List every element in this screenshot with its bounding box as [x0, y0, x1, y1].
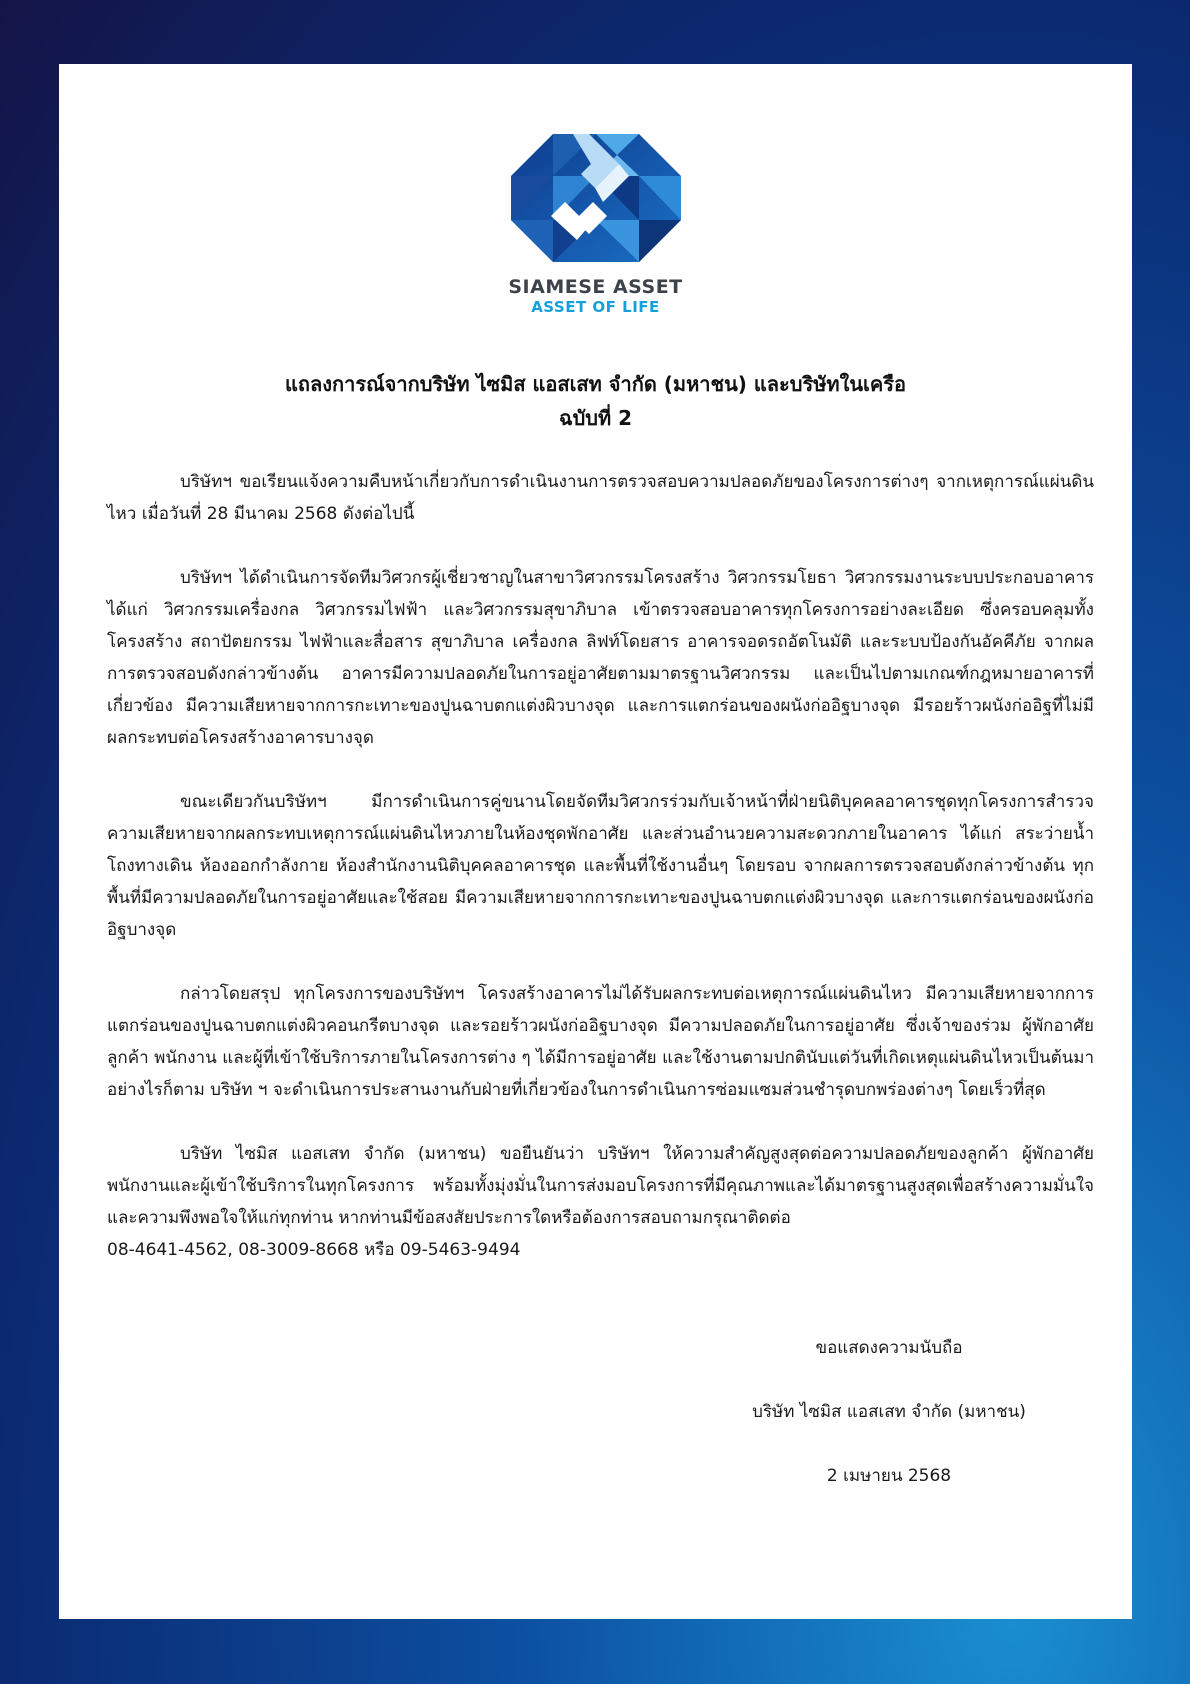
letter-body [107, 466, 1094, 1298]
closing-salutation: ขอแสดงความนับถือ [815, 1338, 963, 1358]
letter-page [59, 64, 1132, 1619]
closing-company: บริษัท ไซมิส แอสเสท จำกัด (มหาชน) [752, 1402, 1026, 1422]
contact-numbers: 08-4641-4562, 08-3009-8668 หรือ 09-5463-9494 [107, 1240, 521, 1260]
heading-issue-number: ฉบับที่ 2 [558, 406, 633, 430]
closing-date: 2 เมษายน 2568 [826, 1466, 952, 1486]
paragraph-intro: บริษัทฯ ขอเรียนแจ้งความคืบหน้าเกี่ยวกับการดำเนินงานการตรวจสอบความปลอดภัยของโครงการต่างๆ จากเหตุการณ์แผ่นดินไหว เมื่อวันที่ 28 มีนาคม 2568 ดังต่อไปนี้ [107, 472, 1094, 524]
announcement-heading [59, 367, 1132, 435]
paragraph-summary: กล่าวโดยสรุป ทุกโครงการของบริษัทฯ โครงสร้างอาคารไม่ได้รับผลกระทบต่อเหตุการณ์แผ่นดินไหว มีความเสียหายจากการแตกร่อนของปูนฉาบตกแต่งผิวคอนกรีตบางจุด และรอยร้าวผนังก่ออิฐบางจุด มีความปลอดภัยในการอยู่อาศัย ซึ่งเจ้าของร่วม ผู้พักอาศัย ลูกค้า พนักงาน และผู้ที่เข้าใช้บริการภายในโครงการต่าง ๆ ได้มีการอยู่อาศัย และใช้งานตามปกตินับแต่วันที่เกิดเหตุแผ่นดินไหวเป็นต้นมา อย่างไรก็ตาม บริษัท ฯ จะดำเนินการประสานงานกับฝ่ายที่เกี่ยวข้องในการดำเนินการซ่อมแซมส่วนชำรุดบกพร่องต่างๆ โดยเร็วที่สุด [107, 984, 1094, 1100]
siamese-asset-diamond-icon [59, 134, 1132, 262]
signature-block [679, 1332, 1099, 1524]
brand-name: SIAMESE ASSET [508, 276, 683, 298]
company-logo [59, 134, 1132, 316]
paragraph-parallel-survey: ขณะเดียวกันบริษัทฯ มีการดำเนินการคู่ขนานโดยจัดทีมวิศวกรร่วมกับเจ้าหน้าที่ฝ่ายนิติบุคคลอาคารชุดทุกโครงการสำรวจความเสียหายจากผลกระทบเหตุการณ์แผ่นดินไหวภายในห้องชุดพักอาศัย และส่วนอำนวยความสะดวกภายในอาคาร ได้แก่ สระว่ายน้ำ โถงทางเดิน ห้องออกกำลังกาย ห้องสำนักงานนิติบุคคลอาคารชุด และพื้นที่ใช้งานอื่นๆ โดยรอบ จากผลการตรวจสอบดังกล่าวข้างต้น ทุกพื้นที่มีความปลอดภัยในการอยู่อาศัยและใช้สอย มีความเสียหายจากการกะเทาะของปูนฉาบตกแต่งผิวบางจุด และการแตกร่อนของผนังก่ออิฐบางจุด [107, 792, 1094, 940]
paragraph-commitment: บริษัท ไซมิส แอสเสท จำกัด (มหาชน) ขอยืนยันว่า บริษัทฯ ให้ความสำคัญสูงสุดต่อความปลอดภัยของลูกค้า ผู้พักอาศัย พนักงานและผู้เข้าใช้บริการในทุกโครงการ พร้อมทั้งมุ่งมั่นในการส่งมอบโครงการที่มีคุณภาพและได้มาตรฐานสูงสุดเพื่อสร้างความมั่นใจและความพึงพอใจให้แก่ทุกท่าน หากท่านมีข้อสงสัยประการใดหรือต้องการสอบถามกรุณาติดต่อ [107, 1144, 1094, 1228]
paragraph-engineering-inspection: บริษัทฯ ได้ดำเนินการจัดทีมวิศวกรผู้เชี่ยวชาญในสาขาวิศวกรรมโครงสร้าง วิศวกรรมโยธา วิศวกรรมงานระบบประกอบอาคาร ได้แก่ วิศวกรรมเครื่องกล วิศวกรรมไฟฟ้า และวิศวกรรมสุขาภิบาล เข้าตรวจสอบอาคารทุกโครงการอย่างละเอียด ซึ่งครอบคลุมทั้งโครงสร้าง สถาปัตยกรรม ไฟฟ้าและสื่อสาร สุขาภิบาล เครื่องกล ลิฟท์โดยสาร อาคารจอดรถอัตโนมัติ และระบบป้องกันอัคคีภัย จากผลการตรวจสอบดังกล่าวข้างต้น อาคารมีความปลอดภัยในการอยู่อาศัยตามมาตรฐานวิศวกรรม และเป็นไปตามเกณฑ์กฎหมายอาคารที่เกี่ยวข้อง มีความเสียหายจากการกะเทาะของปูนฉาบตกแต่งผิวบางจุด และการแตกร่อนของผนังก่ออิฐบางจุด มีรอยร้าวผนังก่ออิฐที่ไม่มีผลกระทบต่อโครงสร้างอาคารบางจุด [107, 568, 1094, 748]
heading-title: แถลงการณ์จากบริษัท ไซมิส แอสเสท จำกัด (มหาชน) และบริษัทในเครือ [285, 372, 906, 396]
brand-tagline: ASSET OF LIFE [531, 298, 660, 316]
